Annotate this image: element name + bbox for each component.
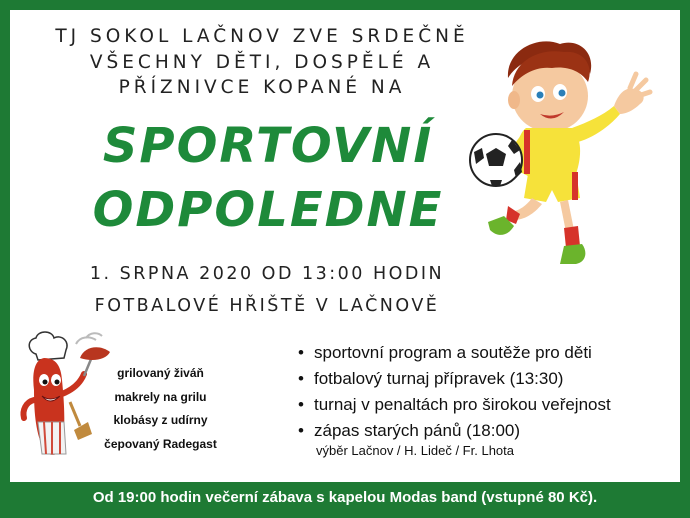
food-item: grilovaný živáň	[117, 366, 204, 380]
football-player-illustration	[468, 30, 658, 275]
bullet-icon: •	[298, 421, 304, 440]
event-place: FOTBALOVÉ HŘIŠTĚ V LAČNOVĚ	[94, 296, 440, 316]
intro-text	[12, 24, 512, 101]
footer-banner: Od 19:00 hodin večerní zábava s kapelou Modas band (vstupné 80 Kč).	[92, 489, 598, 506]
bullet-icon: •	[298, 369, 304, 388]
title-line-2: ODPOLEDNE	[92, 182, 444, 238]
intro-line-1: TJ SOKOL LAČNOV ZVE SRDEČNĚ	[55, 26, 469, 47]
intro-line-2: VŠECHNY DĚTI, DOSPĚLÉ A	[89, 51, 435, 73]
program-item	[298, 418, 678, 444]
food-list	[88, 362, 233, 456]
match-teams: výběr Lačnov / H. Lideč / Fr. Lhota	[316, 443, 514, 458]
intro-line-3: PŘÍZNIVCE KOPANÉ NA	[118, 77, 406, 98]
program-item	[298, 392, 678, 418]
program-list	[298, 340, 678, 444]
title-line-1: SPORTOVNÍ	[102, 118, 434, 174]
program-item-label: zápas starých pánů (18:00)	[314, 421, 521, 440]
program-item	[298, 340, 678, 366]
event-date-time: 1. SRPNA 2020 OD 13:00 HODIN	[89, 264, 445, 284]
program-item	[298, 366, 678, 392]
bullet-icon: •	[298, 395, 304, 414]
food-item: čepovaný Radegast	[104, 436, 217, 451]
food-item: klobásy z udírny	[113, 413, 208, 427]
program-item-label: fotbalový turnaj přípravek (13:30)	[314, 369, 564, 388]
program-item-label: sportovní program a soutěže pro děti	[314, 343, 592, 362]
program-item-label: turnaj v penaltách pro širokou veřejnost	[314, 395, 611, 414]
food-item: makrely na grilu	[114, 389, 207, 404]
bullet-icon: •	[298, 343, 304, 362]
